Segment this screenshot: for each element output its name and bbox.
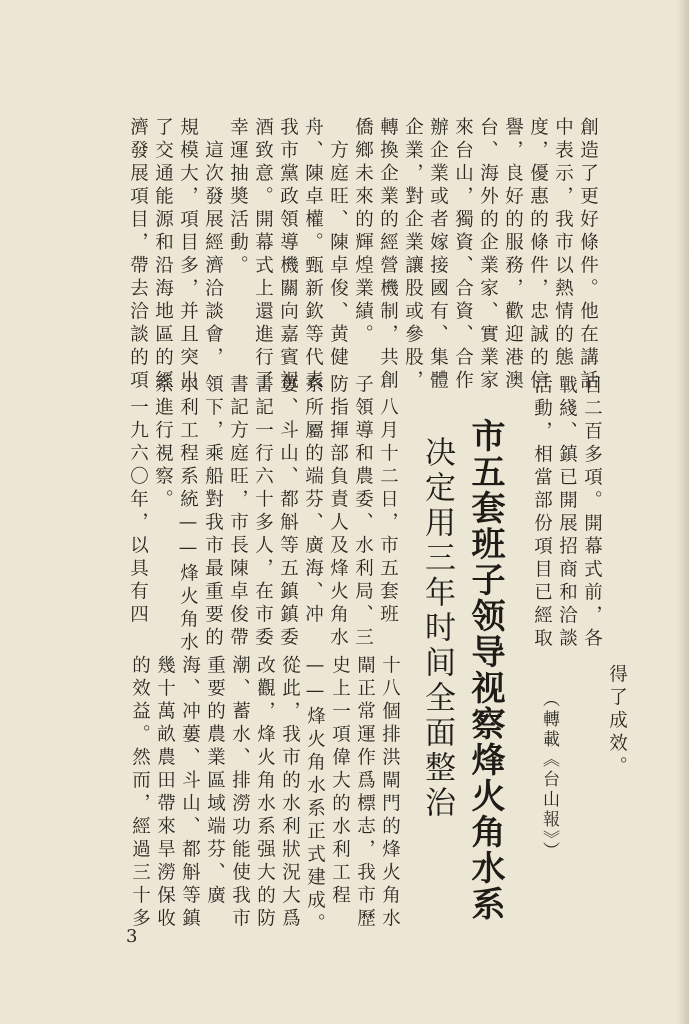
text-column: 創造了更好條件。他在講話 — [577, 117, 599, 393]
text-column: 潮、蓄水、排澇功能使我市 — [229, 655, 251, 931]
text-column: 幾十萬畝農田帶來旱澇保收 — [154, 655, 176, 931]
text-column: 僑鄉未來的輝煌業績。 — [352, 117, 374, 347]
text-column: 濟發展項目，帶去洽談的項 — [127, 117, 149, 393]
text-column: 史上一項偉大的水利工程 — [329, 655, 351, 908]
text-column: 十八個排洪閘門的烽火角水 — [379, 655, 401, 931]
source-attribution: （轉載《台山報》） — [539, 690, 559, 862]
text-column: 書記一行六十多人，在市委 — [252, 374, 274, 650]
text-column: 閘正常運作爲標志，我市歷 — [354, 655, 376, 931]
text-column: 防指揮部負責人及烽火角水 — [327, 374, 349, 650]
text-column: 系所屬的端芬、廣海、冲 — [302, 374, 324, 627]
text-column: 戰綫、鎮已開展招商和洽談 — [556, 375, 578, 651]
text-column: 八月十二日，市五套班 — [377, 374, 399, 627]
text-column: 我市黨政領導機關向嘉賓祝 — [277, 117, 299, 393]
text-column: 中表示，我市以熱情的態 — [552, 117, 574, 370]
text-column: 重要的農業區域端芬、廣 — [204, 655, 226, 908]
text-column: 海、冲蔞、斗山、都斛等鎮 — [179, 655, 201, 931]
text-column: 台、海外的企業家、實業家 — [477, 117, 499, 393]
text-column: 的效益。然而，經過三十多 — [129, 655, 151, 931]
article-title: 市五套班子领导视察烽火角水系 — [465, 418, 505, 922]
text-column: 舟、陳卓權。甄新欽等代表 — [302, 117, 324, 393]
text-column: 方庭旺、陳卓俊、黄健 — [327, 117, 349, 370]
text-column: 酒致意。開幕式上還進行了 — [252, 117, 274, 393]
text-column: 系進行視察。 — [152, 374, 174, 512]
text-column: 一九六〇年，以具有四 — [127, 374, 149, 627]
text-column: 目二百多項。開幕式前，各 — [581, 375, 603, 651]
text-column: 水利工程系統——烽火角水 — [177, 374, 199, 655]
text-column: 譽，良好的服務，歡迎港澳 — [502, 117, 524, 393]
article-subtitle: 决定用三年时间全面整治 — [419, 436, 455, 821]
text-column: ——烽火角水系正式建成。 — [304, 655, 326, 936]
page-number: 3 — [126, 926, 138, 947]
text-column: 書記方庭旺，市長陳卓俊帶 — [227, 374, 249, 650]
text-column: 子領導和農委、水利局、三 — [352, 374, 374, 650]
text-column: 改觀，烽火角水系强大的防 — [254, 655, 276, 931]
text-column: 這次發展經濟洽談會， — [202, 117, 224, 370]
text-column: 規模大，項目多，并且突出 — [177, 117, 199, 393]
text-column: 度，優惠的條件，忠誠的信 — [527, 117, 549, 393]
text-column: 從此，我市的水利狀況大爲 — [279, 655, 301, 931]
text-column: 幸運抽奬活動。 — [227, 117, 249, 278]
text-column: 活動，相當部份項目已經取 — [531, 375, 553, 651]
text-column: 蔞、斗山、都斛等五鎮鎮委 — [277, 374, 299, 650]
page-edge-shadow — [677, 0, 689, 1024]
text-column: 轉換企業的經營機制，共創 — [377, 117, 399, 393]
text-column: 來台山，獨資、合資、合作 — [452, 117, 474, 393]
text-column: 辦企業或者嫁接國有、集體 — [427, 117, 449, 393]
text-column: 得了成效。 — [606, 664, 628, 779]
text-column: 了交通能源和沿海地區的經 — [152, 117, 174, 393]
text-column: 企業，對企業讓股或參股， — [402, 117, 424, 393]
text-column: 領下，乘船對我市最重要的 — [202, 374, 224, 650]
